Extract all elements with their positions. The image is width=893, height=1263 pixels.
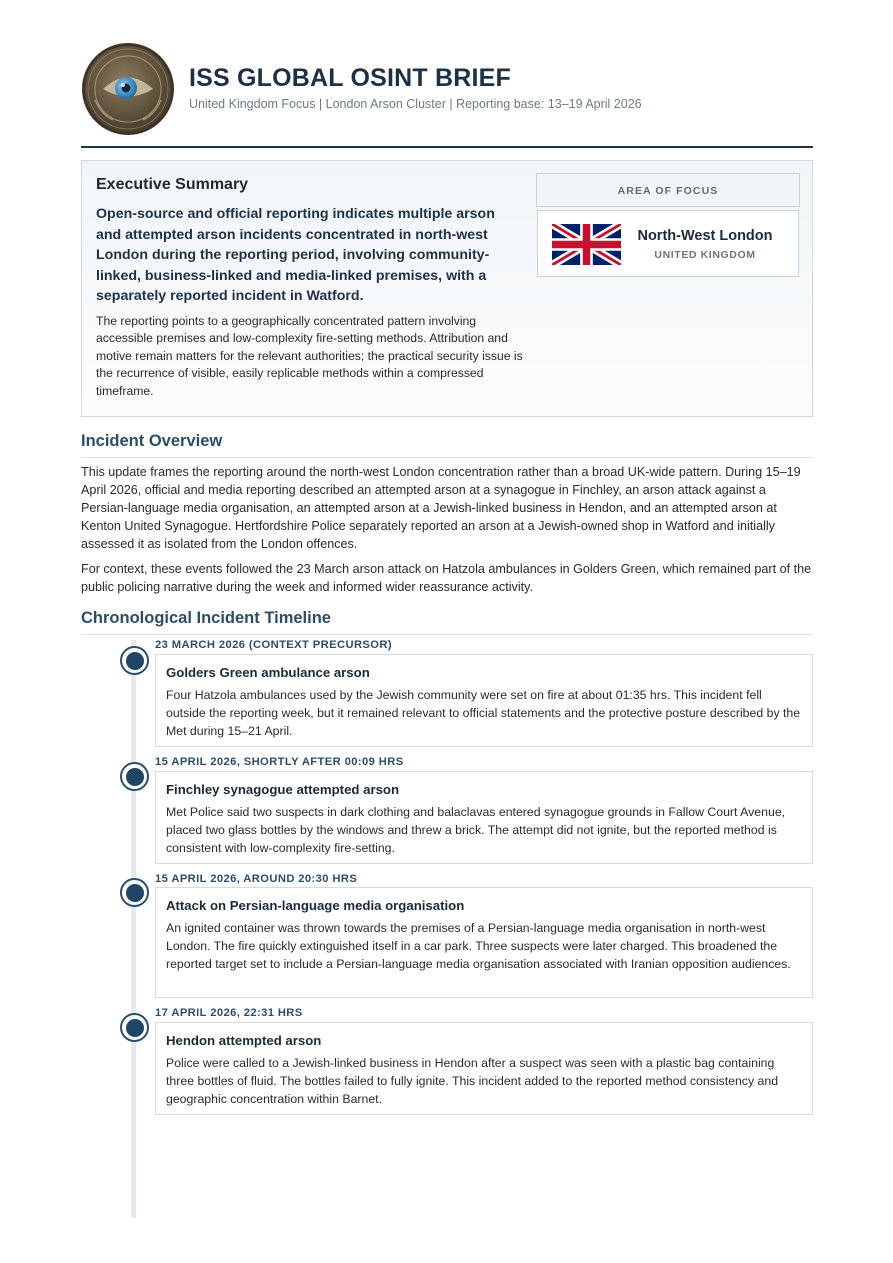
report-title: ISS GLOBAL OSINT BRIEF (189, 64, 512, 92)
timeline-marker (120, 878, 149, 907)
timeline-card (155, 771, 813, 864)
area-of-focus-name: North-West London (637, 228, 773, 244)
executive-summary-body: The reporting points to a geographically concentrated pattern involving accessible premises and low-complexity fire-setting methods. Attribution and motive remain matters for the relevant authorities; the practical security issue is the recurrence of visible, easily replicable methods within a compressed timeframe. (96, 314, 523, 398)
timeline-date: 23 MARCH 2026 (CONTEXT PRECURSOR) (155, 639, 392, 651)
timeline-marker (120, 762, 149, 791)
uk-flag-icon (552, 224, 621, 265)
incident-overview-paragraph-2: For context, these events followed the 23 March arson attack on Hatzola ambulances in Golders Green, which remained part of the public policing narrative during the week and informed wider reassurance activity. (81, 562, 812, 594)
timeline-card-body: Four Hatzola ambulances used by the Jewish community were set on fire at about 01:35 hrs. This incident fell outside the reporting week, but it remained relevant to official statements and the protective posture described by the Met during 15–21 April. (166, 688, 801, 738)
timeline-card (155, 887, 813, 998)
executive-summary-panel (81, 160, 813, 417)
timeline-card-title: Finchley synagogue attempted arson (166, 782, 400, 797)
timeline-marker (120, 1013, 149, 1042)
incident-overview-heading: Incident Overview (81, 432, 813, 458)
timeline-card (155, 1022, 813, 1115)
executive-summary-lead: Open-source and official reporting indicates multiple arson and attempted arson incidents concentrated in north-west London during the reporting period, involving community-linked, business-linked and media-linked premises, with a separately reported incident in Watford. (96, 206, 495, 304)
timeline-card-body: Police were called to a Jewish-linked business in Hendon after a suspect was seen with a plastic bag containing three bottles of fluid. The bottles failed to fully ignite. This incident added to the reported method consistency and geographic concentration within Barnet. (166, 1056, 779, 1106)
timeline-card-title: Attack on Persian-language media organisation (166, 898, 465, 913)
timeline-card (155, 654, 813, 747)
area-of-focus-label: AREA OF FOCUS (536, 173, 800, 207)
executive-summary-heading: Executive Summary (96, 176, 249, 193)
timeline-date: 15 APRIL 2026, SHORTLY AFTER 00:09 HRS (155, 756, 404, 768)
incident-overview-paragraph-1: This update frames the reporting around the north-west London concentration rather than a broad UK-wide pattern. During 15–19 April 2026, official and media reporting described an attempted arson at a synagogue in Finchley, an arson attack against a Persian-language media organisation, an attempted arson at a Jewish-linked business in Hendon, and an attempted arson at Kenton United Synagogue. Hertfordshire Police separately reported an arson at a Jewish-owned shop in Watford and initially assessed it as isolated from the London offences. (81, 465, 801, 551)
area-of-focus-country: UNITED KINGDOM (654, 249, 756, 261)
timeline-heading: Chronological Incident Timeline (81, 609, 813, 635)
report-subtitle: United Kingdom Focus | London Arson Cluster | Reporting base: 13–19 April 2026 (189, 97, 642, 111)
eye-seal-icon (81, 42, 175, 136)
timeline-line (131, 640, 136, 1218)
timeline-card-body: An ignited container was thrown towards the premises of a Persian-language media organisation in north-west London. The fire quickly extinguished itself in a car park. Three suspects were later charged. This broadened the reported target set to include a Persian-language media organisation associated with Iranian opposition audiences. (166, 921, 791, 971)
area-of-focus-card (537, 210, 799, 277)
timeline-card-title: Golders Green ambulance arson (166, 665, 370, 680)
timeline-marker (120, 646, 149, 675)
timeline-date: 15 APRIL 2026, AROUND 20:30 HRS (155, 873, 358, 885)
timeline-date: 17 APRIL 2026, 22:31 HRS (155, 1007, 303, 1019)
report-header (81, 42, 813, 148)
timeline-card-title: Hendon attempted arson (166, 1033, 322, 1048)
timeline-card-body: Met Police said two suspects in dark clothing and balaclavas entered synagogue grounds in Fallow Court Avenue, placed two glass bottles by the windows and threw a brick. The attempt did not ignite, but the reported method is consistent with low-complexity fire-setting. (166, 805, 786, 855)
